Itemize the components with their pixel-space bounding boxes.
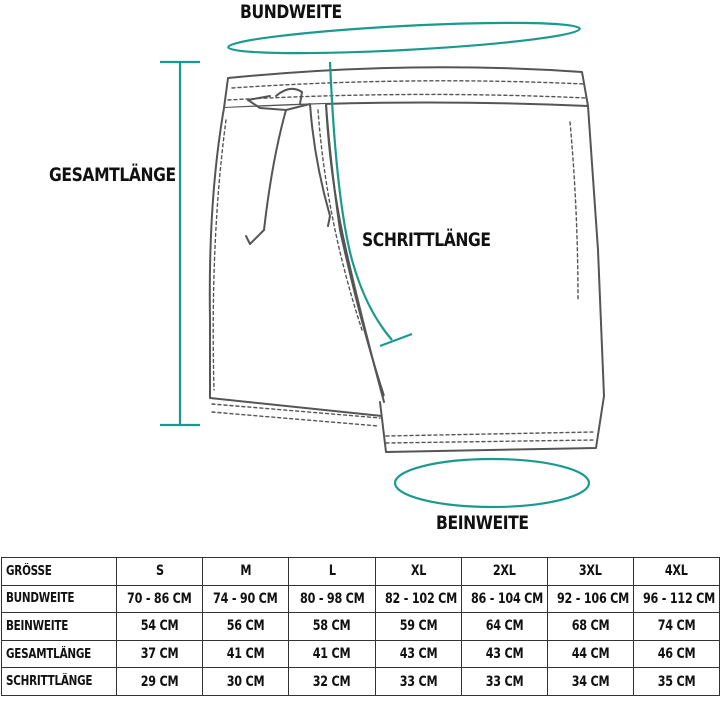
table-cell: 59 CM [376, 613, 462, 641]
table-header-cell: 3XL [548, 558, 634, 586]
total-length-label: GESAMTLÄNGE [49, 164, 176, 186]
table-header-cell: 4XL [634, 558, 720, 586]
table-cell: 64 CM [462, 613, 548, 641]
table-header-row [2, 558, 720, 586]
table-cell: 30 CM [203, 668, 289, 696]
table-cell: 96 - 112 CM [634, 585, 720, 613]
leg-width-label: BEINWEITE [436, 512, 529, 534]
table-cell: 56 CM [203, 613, 289, 641]
waist-measure-ellipse [228, 17, 581, 59]
table-cell: 37 CM [117, 640, 203, 668]
leg-width-ellipse [395, 459, 589, 507]
table-cell: 92 - 106 CM [548, 585, 634, 613]
table-cell: 43 CM [376, 640, 462, 668]
table-row-label: SCHRITTLÄNGE [2, 668, 117, 696]
inseam-label: SCHRITTLÄNGE [362, 229, 491, 251]
table-cell: 58 CM [289, 613, 376, 641]
table-row-label: BEINWEITE [2, 613, 117, 641]
table-cell: 34 CM [548, 668, 634, 696]
table-cell: 74 CM [634, 613, 720, 641]
table-row [2, 668, 720, 696]
table-cell: 41 CM [289, 640, 376, 668]
table-cell: 35 CM [634, 668, 720, 696]
table-row [2, 613, 720, 641]
table-cell: 43 CM [462, 640, 548, 668]
table-header-cell: XL [376, 558, 462, 586]
shorts-outline [210, 67, 604, 452]
table-cell: 33 CM [376, 668, 462, 696]
size-table [1, 557, 720, 696]
table-cell: 54 CM [117, 613, 203, 641]
table-row-label: GESAMTLÄNGE [2, 640, 117, 668]
table-cell: 32 CM [289, 668, 376, 696]
table-cell: 68 CM [548, 613, 634, 641]
table-cell: 80 - 98 CM [289, 585, 376, 613]
table-header-cell: L [289, 558, 376, 586]
table-cell: 41 CM [203, 640, 289, 668]
table-cell: 44 CM [548, 640, 634, 668]
table-cell: 70 - 86 CM [117, 585, 203, 613]
waist-label: BUNDWEITE [240, 1, 342, 23]
table-row-label: BUNDWEITE [2, 585, 117, 613]
table-header-cell: S [117, 558, 203, 586]
table-header-cell: GRÖSSE [2, 558, 117, 586]
table-header-cell: 2XL [462, 558, 548, 586]
table-cell: 29 CM [117, 668, 203, 696]
table-cell: 74 - 90 CM [203, 585, 289, 613]
table-row [2, 640, 720, 668]
table-cell: 46 CM [634, 640, 720, 668]
table-row [2, 585, 720, 613]
table-cell: 86 - 104 CM [462, 585, 548, 613]
table-cell: 82 - 102 CM [376, 585, 462, 613]
table-cell: 33 CM [462, 668, 548, 696]
table-header-cell: M [203, 558, 289, 586]
